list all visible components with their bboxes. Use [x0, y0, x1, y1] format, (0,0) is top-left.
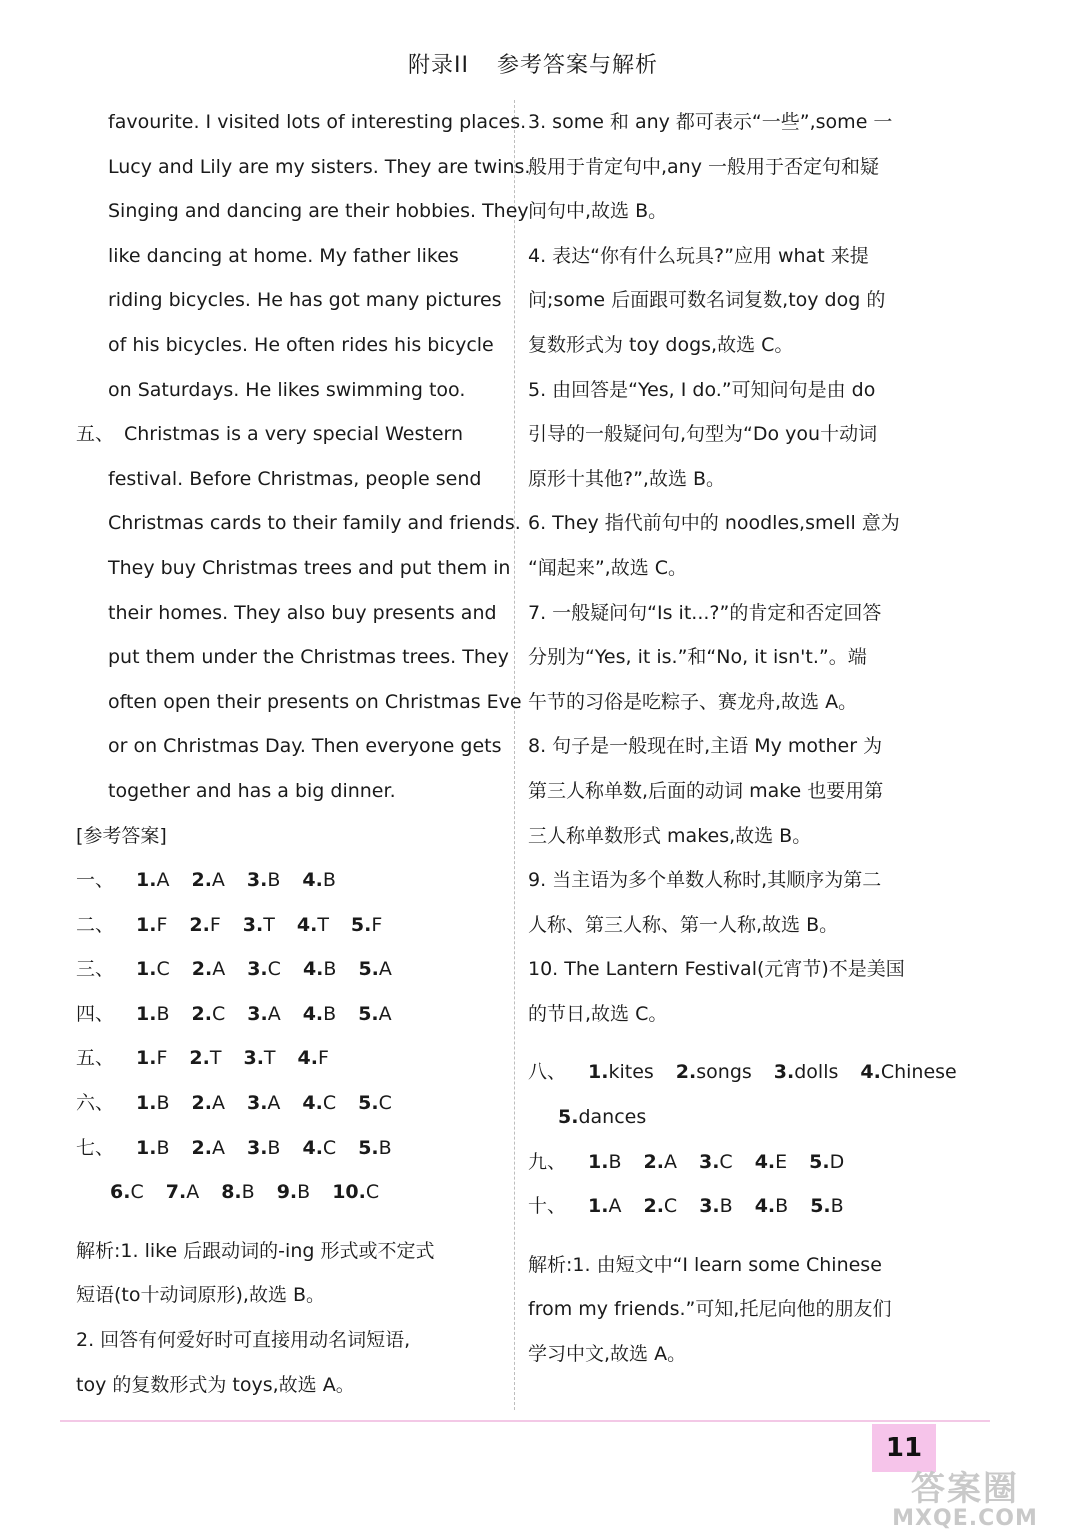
- answer-value: T: [317, 913, 329, 936]
- answer-item: [192, 947, 225, 992]
- right-column: [528, 100, 957, 1377]
- passage-line: favourite. I visited lots of interesting places.: [108, 111, 527, 133]
- answer-number: 2.: [675, 1061, 697, 1084]
- answer-number: 1.: [136, 1136, 157, 1159]
- answer-item: [699, 1184, 733, 1229]
- answer-number: 5.: [558, 1106, 579, 1129]
- section-5-passage: [76, 457, 522, 814]
- column-divider: [514, 100, 515, 1410]
- answer-number: 3.: [243, 1047, 264, 1070]
- answer-number: 4.: [296, 913, 318, 936]
- explanation-line: 第三人称单数,后面的动词 make 也要用第: [528, 779, 884, 802]
- passage-line: Christmas is a very special Western: [124, 423, 464, 446]
- answer-item: [136, 1126, 170, 1171]
- answer-item: [166, 1170, 199, 1215]
- answer-value: E: [775, 1150, 788, 1173]
- answer-item: [676, 1050, 752, 1095]
- answer-row: [528, 1095, 944, 1140]
- answer-value: B: [156, 1092, 170, 1115]
- answer-number: 2.: [191, 869, 212, 892]
- answer-value: kites: [608, 1061, 654, 1084]
- explanation-line: 3. some 和 any 都可表示“一些”,some 一: [528, 111, 893, 133]
- answer-item: [351, 903, 382, 948]
- answer-number: 4.: [302, 869, 323, 892]
- answer-item: [358, 1126, 392, 1171]
- answer-value: C: [663, 1195, 678, 1218]
- explanation-line: 学习中文,故选 A。: [528, 1343, 687, 1366]
- answer-section-label: 九、: [528, 1150, 567, 1173]
- answer-value: T: [263, 1047, 276, 1070]
- answer-number: 2.: [191, 958, 213, 981]
- answer-value: B: [323, 958, 337, 981]
- answer-value: B: [775, 1195, 789, 1218]
- explanation-line: 的节日,故选 C。: [528, 1002, 668, 1025]
- answer-value: A: [267, 1092, 281, 1115]
- answer-row: [528, 1184, 944, 1229]
- answers-left: [76, 858, 506, 1215]
- answer-item: [136, 903, 167, 948]
- answer-row: [76, 1170, 506, 1215]
- answer-item: [755, 1140, 787, 1185]
- answer-item: [588, 1050, 654, 1095]
- answer-item: [755, 1184, 789, 1229]
- answer-row: [76, 992, 506, 1037]
- answer-item: [247, 858, 281, 903]
- passage-line: like dancing at home. My father likes: [108, 244, 459, 267]
- answer-item: [302, 1081, 336, 1126]
- answer-value: A: [156, 869, 170, 892]
- answer-item: [298, 1036, 329, 1081]
- explanation-line: 解析:1. 由短文中“I learn some Chinese: [528, 1253, 882, 1276]
- answer-section-label: 四、: [76, 1002, 115, 1025]
- answer-number: 5.: [809, 1150, 830, 1173]
- passage-line: their homes. They also buy presents and: [108, 601, 497, 624]
- explanation-line: 般用于肯定句中,any 一般用于否定句和疑: [528, 155, 880, 178]
- explanation-line: “闻起来”,故选 C。: [528, 556, 688, 579]
- answer-item: [302, 858, 336, 903]
- section-5-label: 五、: [76, 423, 115, 446]
- answer-number: 2.: [191, 1092, 212, 1115]
- answer-value: A: [211, 1092, 225, 1115]
- passage-line: They buy Christmas trees and put them in: [108, 556, 511, 579]
- explanation-line: toy 的复数形式为 toys,故选 A。: [76, 1373, 355, 1396]
- answer-value: D: [829, 1150, 845, 1173]
- explanation-line: 分别为“Yes, it is.”和“No, it isn't.”。端: [528, 646, 867, 669]
- answer-number: 10.: [332, 1181, 366, 1204]
- answer-number: 3.: [699, 1195, 720, 1218]
- answer-number: 1.: [136, 1002, 157, 1025]
- answer-value: C: [267, 958, 281, 981]
- answer-value: C: [211, 1002, 226, 1025]
- explanation-line: 9. 当主语为多个单数人称时,其顺序为第二: [528, 869, 882, 892]
- explanation-line: 解析:1. like 后跟动词的-ing 形式或不定式: [76, 1239, 435, 1262]
- answer-number: 1.: [588, 1195, 609, 1218]
- explanation-right-2: [528, 1243, 944, 1377]
- passage-line: riding bicycles. He has got many pictures: [108, 289, 502, 312]
- answer-item: [136, 947, 170, 992]
- answer-row: [76, 1126, 506, 1171]
- answer-value: B: [378, 1136, 392, 1159]
- answer-number: 6.: [110, 1181, 131, 1204]
- answer-item: [860, 1050, 956, 1095]
- answer-item: [358, 947, 391, 992]
- answer-item: [247, 992, 280, 1037]
- explanation-right: [528, 100, 944, 1036]
- answer-value: B: [241, 1181, 255, 1204]
- explanation-line: from my friends.”可知,托尼向他的朋友们: [528, 1298, 892, 1321]
- answer-number: 5.: [358, 1136, 379, 1159]
- answer-number: 3.: [247, 958, 268, 981]
- answer-value: F: [371, 913, 383, 936]
- answer-number: 5.: [350, 913, 372, 936]
- answer-row: [76, 903, 506, 948]
- answer-value: A: [378, 958, 392, 981]
- watermark-logo: [880, 1470, 1050, 1530]
- passage-line: of his bicycles. He often rides his bicycle: [108, 333, 494, 356]
- passage-line: on Saturdays. He likes swimming too.: [108, 378, 466, 401]
- answer-number: 9.: [276, 1181, 298, 1204]
- answer-row: [76, 1036, 506, 1081]
- explanation-line: 午节的习俗是吃粽子、赛龙舟,故选 A。: [528, 690, 858, 713]
- explanation-line: 原形十其他?”,故选 B。: [528, 467, 726, 490]
- explanation-line: 复数形式为 toy dogs,故选 C。: [528, 333, 794, 356]
- passage-line: together and has a big dinner.: [108, 779, 396, 802]
- answer-item: [588, 1184, 621, 1229]
- footer-rule: [60, 1420, 990, 1422]
- answer-value: B: [323, 1002, 337, 1025]
- answer-item: [136, 858, 169, 903]
- answer-number: 1.: [136, 958, 157, 981]
- answer-item: [302, 1126, 336, 1171]
- answer-value: B: [830, 1195, 844, 1218]
- passage-line: put them under the Christmas trees. They: [108, 646, 509, 669]
- answer-value: A: [663, 1150, 677, 1173]
- explanation-line: 问句中,故选 B。: [528, 200, 668, 223]
- answer-value: B: [297, 1181, 311, 1204]
- answer-section-label: 十、: [528, 1195, 567, 1218]
- answer-item: [303, 992, 337, 1037]
- answer-number: 3.: [246, 1136, 268, 1159]
- answer-number: 4.: [302, 958, 324, 981]
- page-number: 11: [872, 1424, 936, 1472]
- answer-number: 4.: [754, 1195, 776, 1218]
- answer-item: [303, 947, 337, 992]
- left-column: [76, 100, 531, 1407]
- explanation-line: 人称、第三人称、第一人称,故选 B。: [528, 913, 839, 936]
- explanation-line: 6. They 指代前句中的 noodles,smell 意为: [528, 512, 900, 535]
- answer-item: [358, 1081, 392, 1126]
- answer-number: 3.: [246, 1092, 268, 1115]
- answer-section-label: 一、: [76, 869, 115, 892]
- passage-line: often open their presents on Christmas Eve: [108, 690, 522, 713]
- answer-value: C: [322, 1136, 337, 1159]
- answer-value: B: [608, 1150, 622, 1173]
- answer-row: [528, 1140, 944, 1185]
- answer-number: 1.: [588, 1061, 609, 1084]
- explanation-line: 5. 由回答是“Yes, I do.”可知问句是由 do: [528, 378, 876, 401]
- answer-section-label: 七、: [76, 1136, 115, 1159]
- page-header: [0, 48, 1066, 79]
- answer-value: B: [156, 1136, 170, 1159]
- answer-value: songs: [696, 1061, 752, 1084]
- answer-section-label: 二、: [76, 913, 115, 936]
- answer-item: [136, 1036, 167, 1081]
- answer-number: 1.: [136, 913, 157, 936]
- answer-value: B: [156, 1002, 170, 1025]
- answer-number: 5.: [810, 1195, 831, 1218]
- answer-item: [192, 1126, 225, 1171]
- answer-value: Chinese: [880, 1061, 957, 1084]
- passage-line: Lucy and Lily are my sisters. They are twins.: [108, 155, 531, 178]
- answer-row: [76, 947, 506, 992]
- answer-item: [558, 1095, 646, 1140]
- answer-number: 2.: [189, 913, 210, 936]
- answer-number: 2.: [643, 1150, 664, 1173]
- answer-section-label: 八、: [528, 1061, 567, 1084]
- answer-value: A: [608, 1195, 622, 1218]
- answer-item: [774, 1050, 839, 1095]
- answer-value: C: [378, 1092, 392, 1115]
- answer-item: [191, 858, 224, 903]
- answer-number: 7.: [165, 1181, 187, 1204]
- answer-item: [192, 992, 226, 1037]
- reference-answers-title: [参考答案]: [76, 824, 167, 847]
- explanation-line: 8. 句子是一般现在时,主语 My mother 为: [528, 735, 883, 758]
- answer-value: C: [156, 958, 170, 981]
- answer-value: F: [156, 913, 168, 936]
- answer-item: [277, 1170, 311, 1215]
- answer-item: [809, 1140, 844, 1185]
- answer-number: 2.: [191, 1002, 212, 1025]
- explanation-line: 引导的一般疑问句,句型为“Do you十动词: [528, 423, 878, 446]
- watermark-top: 答案圈: [911, 1469, 1019, 1509]
- answer-number: 3.: [698, 1150, 720, 1173]
- answer-item: [643, 1184, 677, 1229]
- explanation-line: 三人称单数形式 makes,故选 B。: [528, 824, 812, 847]
- answer-item: [189, 903, 220, 948]
- answer-number: 4.: [302, 1002, 324, 1025]
- answer-item: [189, 1036, 221, 1081]
- answer-value: F: [156, 1047, 168, 1070]
- passage-line: Christmas cards to their family and friends.: [108, 512, 521, 535]
- passage-line: festival. Before Christmas, people send: [108, 467, 482, 490]
- answer-section-label: 五、: [76, 1047, 115, 1070]
- answer-row: [528, 1050, 957, 1095]
- answer-number: 2.: [191, 1136, 212, 1159]
- explanation-line: 4. 表达“你有什么玩具?”应用 what 来提: [528, 244, 869, 267]
- answer-number: 1.: [136, 1047, 157, 1070]
- explanation-left: [76, 1229, 506, 1407]
- answer-section-label: 六、: [76, 1092, 115, 1115]
- passage-line: Singing and dancing are their hobbies. They: [108, 200, 529, 223]
- answer-number: 3.: [242, 913, 264, 936]
- answer-value: B: [267, 1136, 281, 1159]
- answer-number: 5.: [358, 958, 379, 981]
- answer-value: A: [211, 869, 225, 892]
- answer-item: [110, 1170, 144, 1215]
- answer-value: dolls: [794, 1061, 839, 1084]
- answer-item: [247, 947, 281, 992]
- answer-number: 2.: [643, 1195, 664, 1218]
- answer-number: 4.: [754, 1150, 776, 1173]
- answer-item: [332, 1170, 379, 1215]
- answer-item: [247, 1126, 281, 1171]
- answer-row: [76, 1081, 506, 1126]
- answer-number: 1.: [136, 869, 157, 892]
- answer-value: C: [365, 1181, 380, 1204]
- answer-number: 1.: [588, 1150, 609, 1173]
- answer-number: 3.: [246, 869, 268, 892]
- answer-number: 4.: [860, 1061, 881, 1084]
- answer-value: T: [263, 913, 275, 936]
- passage-line: or on Christmas Day. Then everyone gets: [108, 735, 502, 758]
- answer-item: [297, 903, 329, 948]
- answer-value: A: [267, 1002, 281, 1025]
- answer-number: 3.: [773, 1061, 795, 1084]
- answer-number: 4.: [302, 1136, 323, 1159]
- answer-item: [136, 992, 170, 1037]
- passage-continued: [76, 100, 531, 412]
- answer-number: 5.: [358, 1002, 379, 1025]
- answer-value: C: [322, 1092, 337, 1115]
- header-title: 参考答案与解析: [496, 53, 658, 78]
- answer-number: 4.: [302, 1092, 323, 1115]
- answer-item: [588, 1140, 622, 1185]
- explanation-line: 10. The Lantern Festival(元宵节)不是美国: [528, 958, 905, 981]
- answer-value: C: [130, 1181, 144, 1204]
- answer-value: T: [209, 1047, 222, 1070]
- answer-value: C: [719, 1150, 733, 1173]
- answer-row: [76, 858, 506, 903]
- watermark-bottom: MXQE.COM: [892, 1506, 1038, 1531]
- header-appendix: 附录II: [408, 53, 469, 78]
- answer-value: A: [211, 1136, 225, 1159]
- answer-number: 5.: [358, 1092, 379, 1115]
- answer-value: dances: [578, 1106, 647, 1129]
- section-5-first-line: [76, 412, 506, 457]
- answer-value: A: [212, 958, 226, 981]
- answer-value: B: [719, 1195, 733, 1218]
- answer-number: 2.: [189, 1047, 210, 1070]
- answer-section-label: 三、: [76, 958, 115, 981]
- answer-item: [136, 1081, 170, 1126]
- answer-item: [810, 1184, 844, 1229]
- answer-number: 4.: [297, 1047, 318, 1070]
- answer-value: F: [209, 913, 221, 936]
- answer-value: B: [322, 869, 336, 892]
- explanation-line: 短语(to十动词原形),故选 B。: [76, 1284, 326, 1307]
- answer-item: [699, 1140, 733, 1185]
- answer-value: B: [267, 869, 281, 892]
- answers-right: [528, 1050, 957, 1228]
- answer-item: [192, 1081, 225, 1126]
- answer-item: [358, 992, 391, 1037]
- answer-value: F: [317, 1047, 329, 1070]
- answer-number: 1.: [136, 1092, 157, 1115]
- explanation-line: 问;some 后面跟可数名词复数,toy dog 的: [528, 289, 886, 312]
- answer-item: [644, 1140, 677, 1185]
- explanation-line: 7. 一般疑问句“Is it...?”的肯定和否定回答: [528, 601, 882, 624]
- answer-item: [247, 1081, 280, 1126]
- answer-value: A: [186, 1181, 200, 1204]
- answer-number: 3.: [247, 1002, 268, 1025]
- answer-value: A: [378, 1002, 392, 1025]
- answer-item: [221, 1170, 255, 1215]
- explanation-line: 2. 回答有何爱好时可直接用动名词短语,: [76, 1329, 411, 1352]
- answer-number: 8.: [221, 1181, 242, 1204]
- answer-item: [243, 903, 275, 948]
- answer-item: [243, 1036, 275, 1081]
